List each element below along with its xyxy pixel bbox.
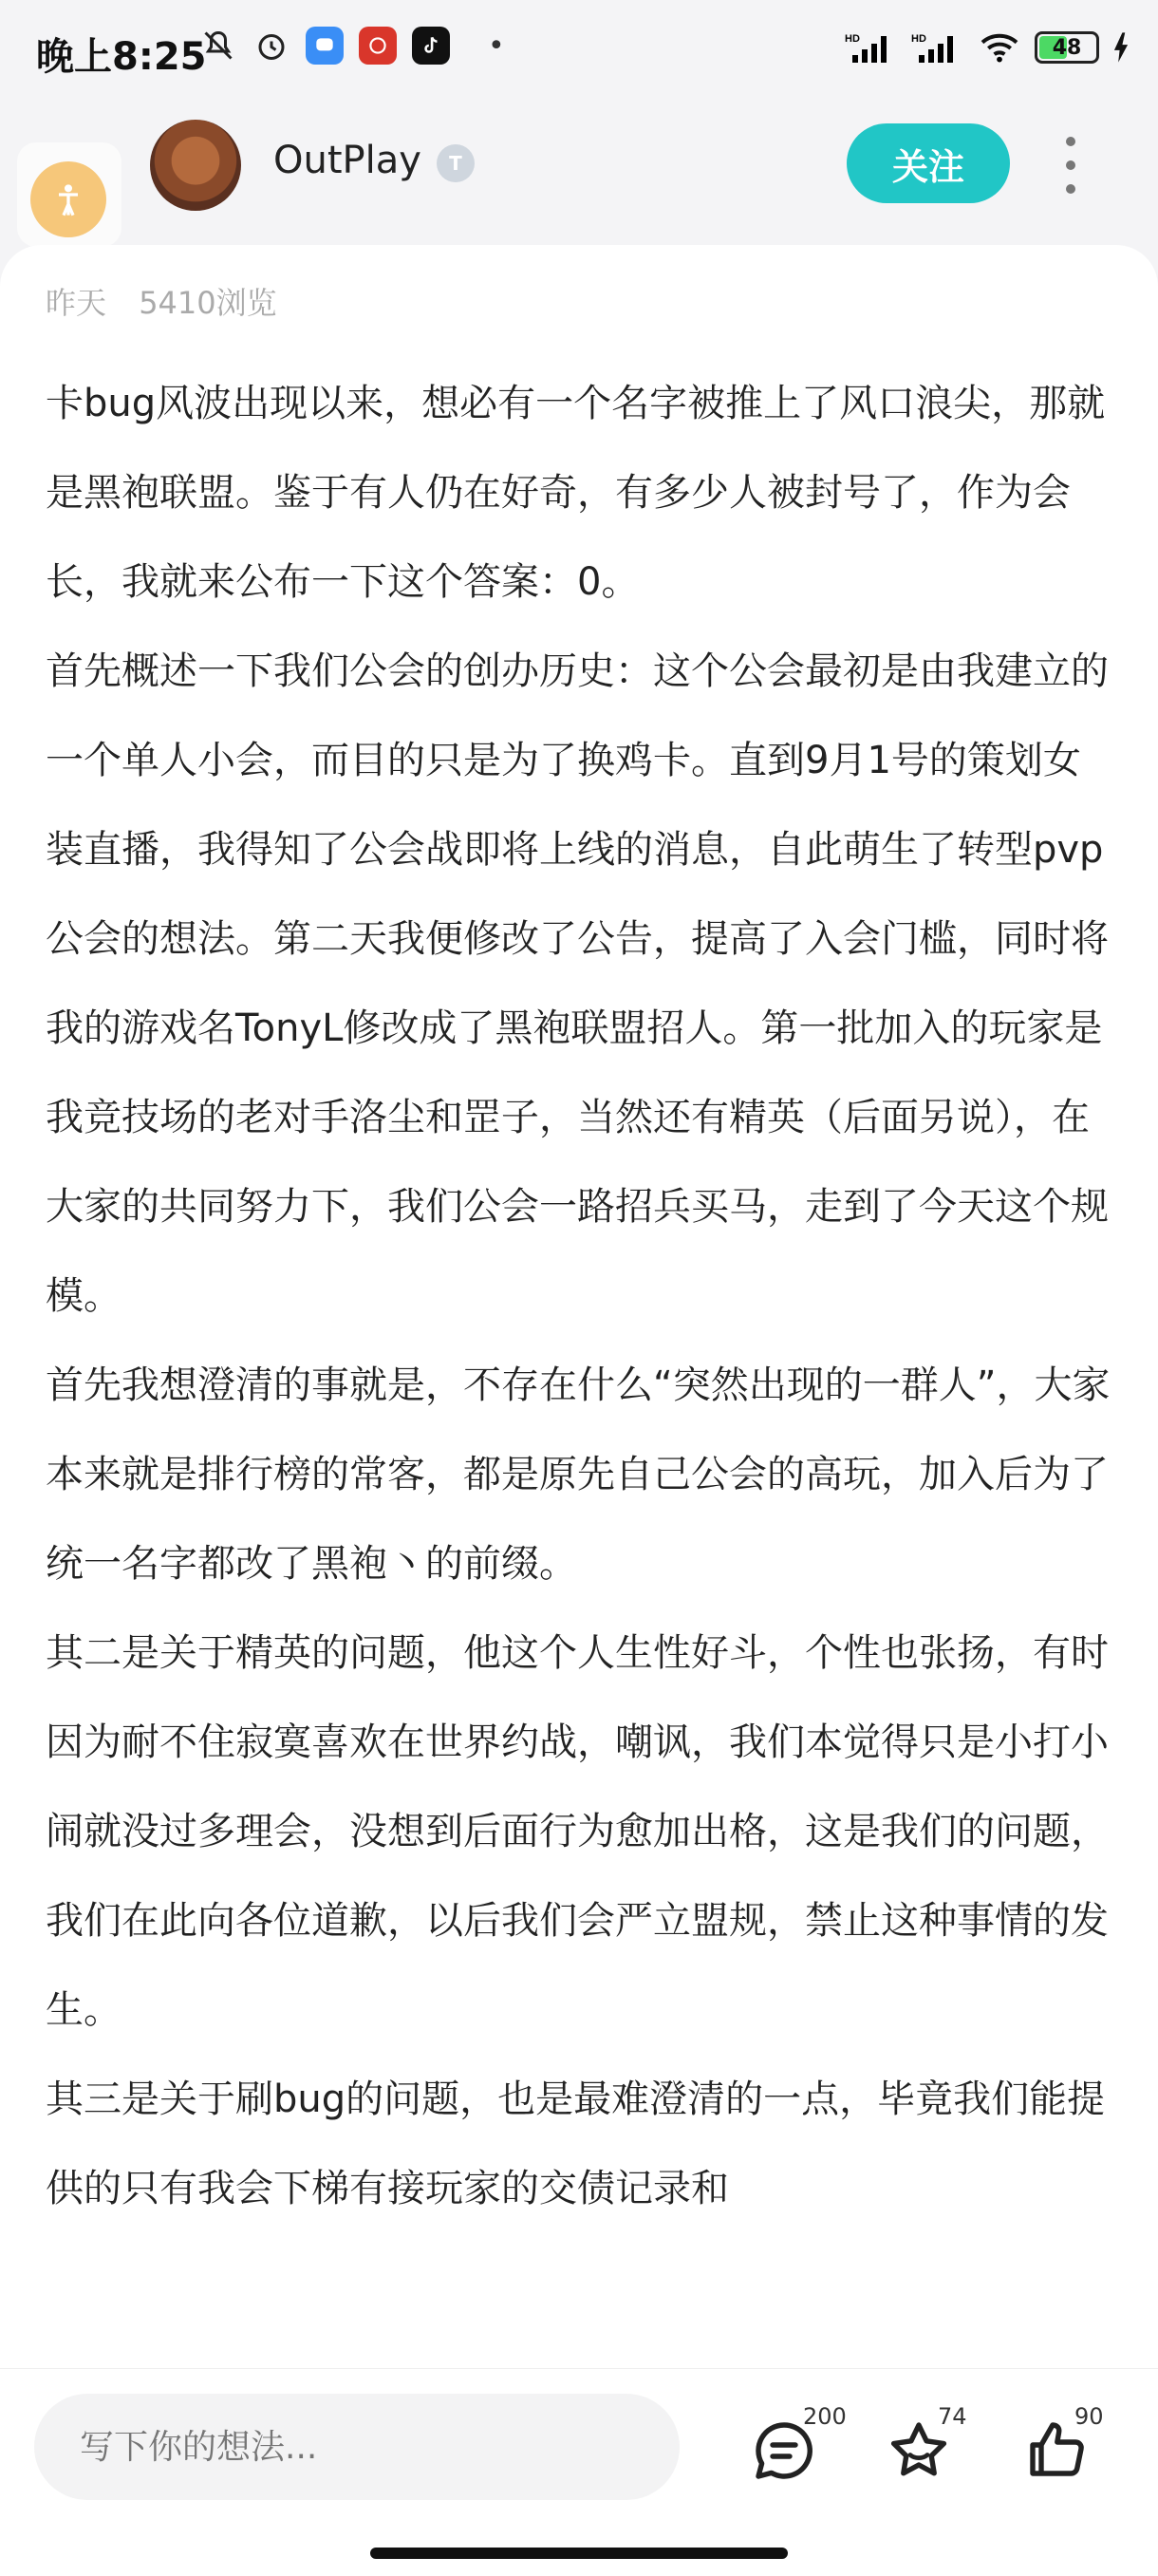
status-system-icons [845, 30, 1130, 65]
more-options-icon[interactable] [1061, 137, 1080, 194]
favorite-button[interactable] [866, 2401, 980, 2506]
more-notifications-icon: • [488, 28, 505, 63]
status-notification-icons [199, 27, 505, 65]
tiktok-icon [412, 27, 450, 65]
mute-icon [199, 27, 237, 65]
svg-text:HD: HD [845, 33, 860, 45]
signal-icon [845, 30, 898, 65]
signal-icon-2 [911, 30, 964, 65]
post-paragraph: 其三是关于刷bug的问题，也是最难澄清的一点，毕竟我们能提供的只有我会下梯有接玩家的交债记录和 [46, 2078, 1106, 2210]
content-fade-overlay [0, 2286, 1158, 2372]
post-date: 昨天 [46, 285, 107, 321]
post-paragraph: 其二是关于精英的问题，他这个人生性好斗，个性也张扬，有时因为耐不住寂寞喜欢在世界约战，嘲讽，我们本觉得只是小打小闹就没过多理会，没想到后面行为愈加出格，这是我们的问题，我们在此向各位道歉，以后我们会严立盟规，禁止这种事情的发生。 [46, 1631, 1109, 2032]
alarm-icon [252, 27, 290, 65]
post-header [0, 104, 1158, 247]
comment-input[interactable] [34, 2394, 680, 2500]
charging-icon [1112, 31, 1130, 64]
status-time: 晚上8:25 [36, 35, 207, 79]
svg-text:HD: HD [911, 33, 926, 45]
post-view-count: 5410浏览 [139, 285, 277, 321]
wifi-icon [978, 30, 1021, 65]
home-indicator[interactable] [370, 2548, 788, 2559]
post-content-card [0, 245, 1158, 2372]
like-button[interactable] [1002, 2401, 1116, 2506]
post-body [46, 359, 1118, 2233]
post-paragraph: 首先概述一下我们公会的创办历史：这个公会最初是由我建立的一个单人小会，而目的只是为了换鸡卡。直到9月1号的策划女装直播，我得知了公会战即将上线的消息，自此萌生了转型pvp公会的想法。第二天我便修改了公告，提高了入会门槛，同时将我的游戏名TonyL修改成了黑袍联盟招人。第一批加入的玩家是我竞技场的老对手洛尘和罡子，当然还有精英（后面另说），在大家的共同努力下，我们公会一路招兵买马，走到了今天这个规模。 [46, 649, 1109, 1318]
post-paragraph: 首先我想澄清的事就是，不存在什么“突然出现的一群人”，大家本来就是排行榜的常客，都是原先自己公会的高玩，加入后为了统一名字都改了黑袍丶的前缀。 [46, 1363, 1111, 1586]
follow-button[interactable]: 关注 [847, 123, 1010, 203]
app-notification-icon [306, 27, 344, 65]
status-bar [0, 0, 1158, 104]
battery-level: 48 [1052, 35, 1082, 60]
like-count: 90 [1074, 2403, 1104, 2430]
post-paragraph: 卡bug风波出现以来，想必有一个名字被推上了风口浪尖，那就是黑袍联盟。鉴于有人仍在好奇，有多少人被封号了，作为会长，我就来公布一下这个答案：0。 [46, 382, 1106, 604]
author-level-badge: T [437, 144, 475, 182]
comment-button[interactable] [731, 2401, 845, 2506]
app-notification-icon-2 [359, 27, 397, 65]
floating-assist-icon[interactable] [30, 161, 106, 237]
favorite-count: 74 [938, 2403, 967, 2430]
bottom-action-bar [0, 2368, 1158, 2576]
author-avatar[interactable] [150, 120, 241, 211]
battery-indicator [1035, 31, 1099, 64]
post-meta [46, 279, 277, 323]
comment-count: 200 [803, 2403, 847, 2430]
author-name[interactable]: OutPlay [273, 139, 421, 182]
